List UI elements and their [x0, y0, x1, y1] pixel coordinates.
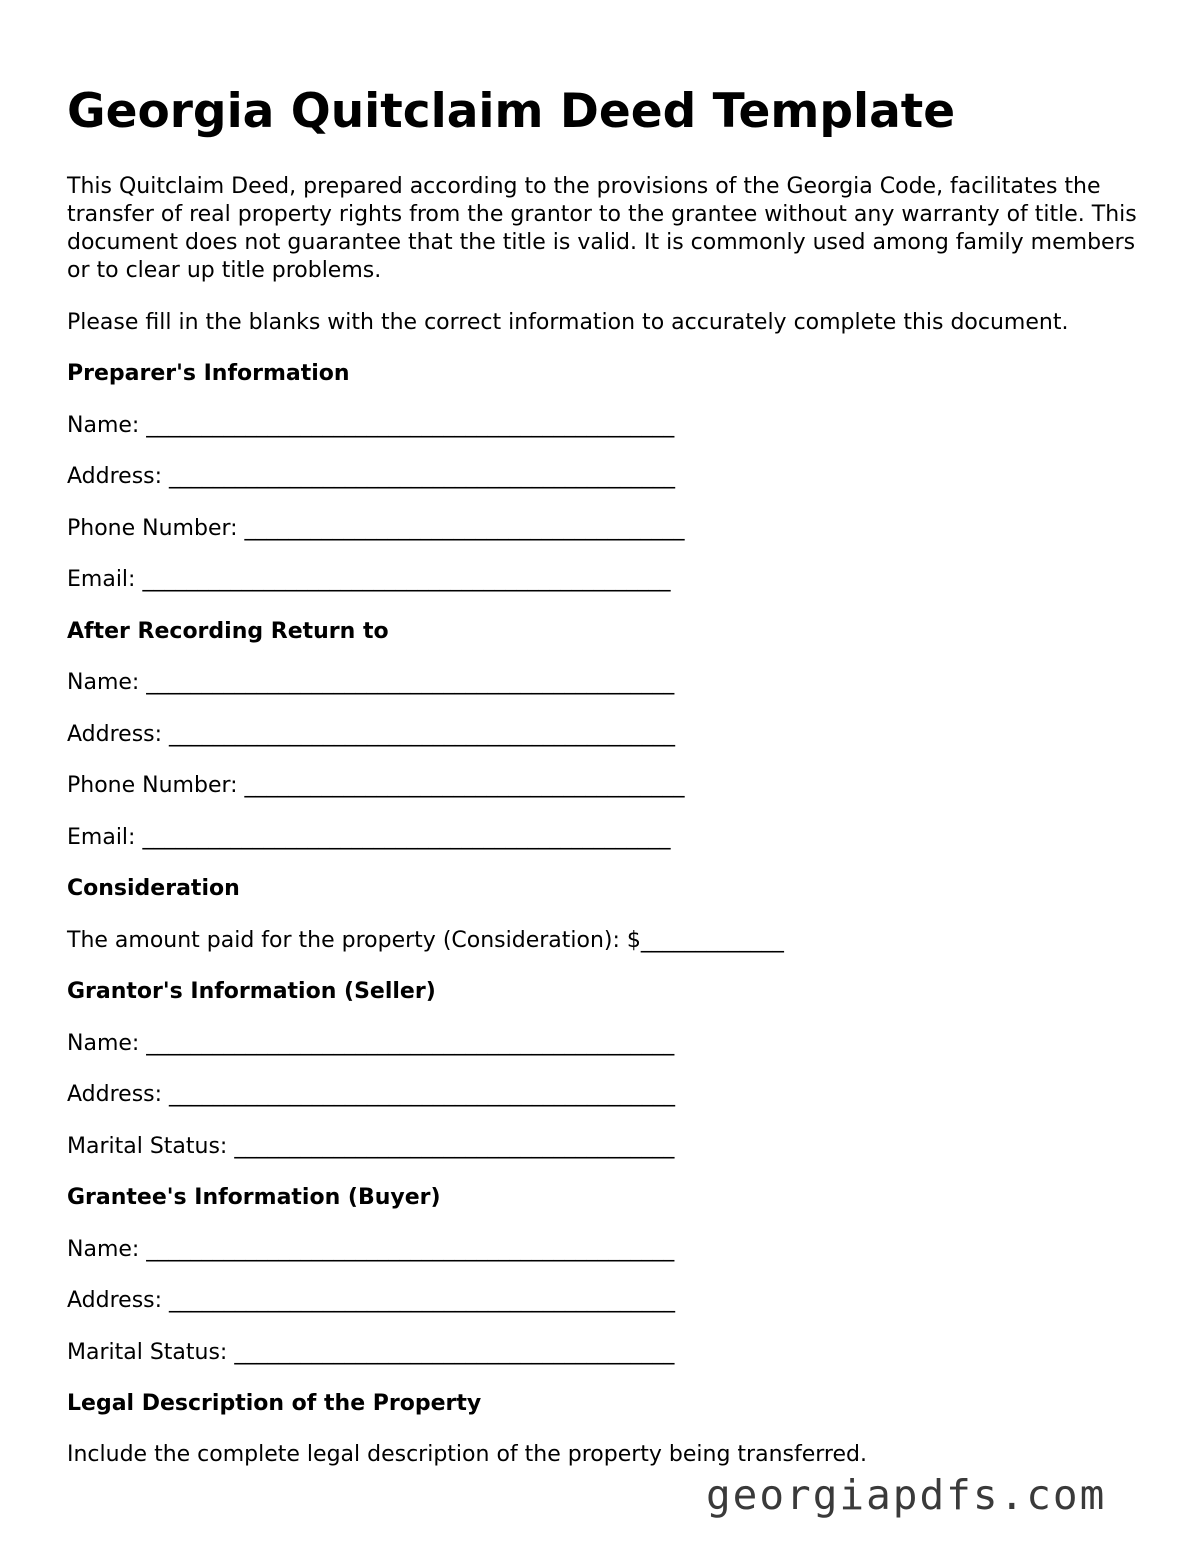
preparer-name-field: Name: ________________________________________________	[67, 413, 675, 438]
grantee-heading: Grantee's Information (Buyer)	[67, 1185, 441, 1210]
preparer-phone-field: Phone Number: ________________________________________	[67, 516, 685, 541]
preparer-email-field: Email: ________________________________________________	[67, 567, 671, 592]
site-watermark: georgiapdfs.com	[706, 1471, 1107, 1519]
consideration-amount-field: The amount paid for the property (Consideration): $_____________	[67, 928, 784, 953]
return-to-phone-field: Phone Number: ________________________________________	[67, 773, 685, 798]
legal-description-text: Include the complete legal description of the property being transferred.	[67, 1442, 867, 1467]
intro-paragraph: This Quitclaim Deed, prepared according to the provisions of the Georgia Code, facilitates the transfer of real property rights from the grantor to the grantee without any warranty of title. This document does not guarantee that the title is valid. It is commonly used among family members or to clear up title problems.	[67, 174, 1137, 283]
grantee-address-field: Address: ______________________________________________	[67, 1288, 676, 1313]
return-to-email-field: Email: ________________________________________________	[67, 825, 671, 850]
return-to-address-field: Address: ______________________________________________	[67, 722, 676, 747]
legal-description-heading: Legal Description of the Property	[67, 1391, 482, 1416]
preparer-heading: Preparer's Information	[67, 361, 350, 386]
return-to-heading: After Recording Return to	[67, 619, 389, 644]
page-title: Georgia Quitclaim Deed Template	[67, 84, 956, 139]
grantee-marital-status-field: Marital Status: ________________________________________	[67, 1340, 675, 1365]
consideration-heading: Consideration	[67, 876, 240, 901]
preparer-address-field: Address: ______________________________________________	[67, 464, 676, 489]
grantor-marital-status-field: Marital Status: ________________________________________	[67, 1134, 675, 1159]
grantor-address-field: Address: ______________________________________________	[67, 1082, 676, 1107]
return-to-name-field: Name: ________________________________________________	[67, 670, 675, 695]
grantor-heading: Grantor's Information (Seller)	[67, 979, 436, 1004]
grantor-name-field: Name: ________________________________________________	[67, 1031, 675, 1056]
grantee-name-field: Name: ________________________________________________	[67, 1237, 675, 1262]
instruction-text: Please fill in the blanks with the correct information to accurately complete this document.	[67, 310, 1069, 335]
